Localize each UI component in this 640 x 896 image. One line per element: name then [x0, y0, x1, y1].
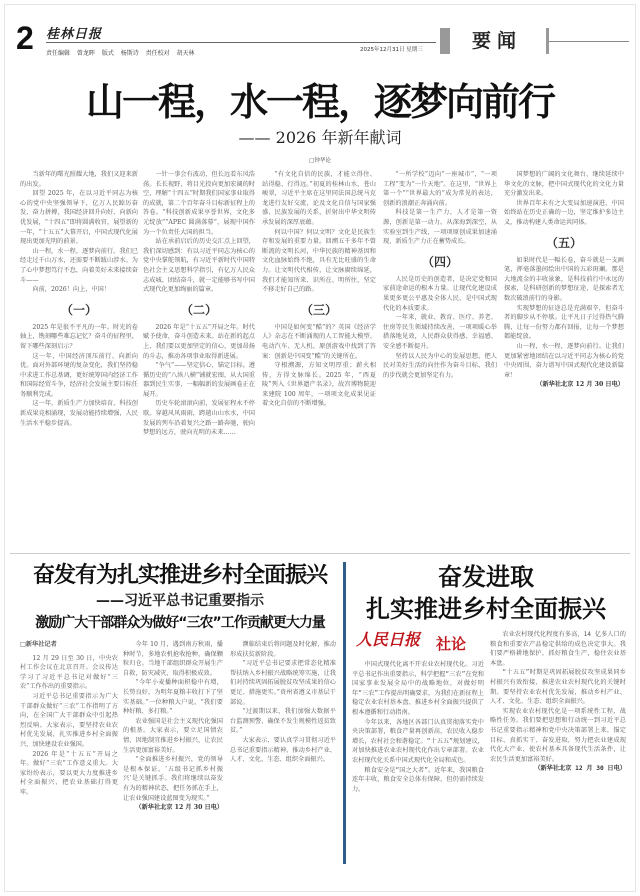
dateline: （新华社北京 12 月 30 日电） — [536, 381, 624, 389]
paragraph: 中国是如何变“酷”的？英国《经济学人》杂志在不断涌现的人工智能大模型、电动汽车、无人机、原创游戏中找到了答案：创新是中国变“酷”的关键所在。 — [262, 323, 376, 360]
section-title: 要闻 — [472, 30, 523, 52]
paragraph: 2025 年是很不平凡的一年。时光的卷轴上，镌刻哪些难忘记忆？奋斗的征程里，留下哪些深刻启示？ — [20, 323, 138, 350]
peoples-daily-logo: 人民日报 — [356, 630, 421, 649]
paragraph: “今年小麦播种面积稳中有增，长势良好，为明年夏粮丰收打下了坚实基础。”一位种粮大户说，“我们要种好粮、多打粮。” — [123, 679, 223, 716]
main-article-column — [504, 170, 624, 545]
paragraph: 2026 年是“十五五”开局之年。时代赋予使命，奋斗创造未来。站在新的起点上，我们要以更加坚定的信心、更加昂扬的斗志，推动各项事业取得新进展。 — [143, 323, 255, 360]
paragraph: 这一年，中国经济顶压前行、向新向优。面对外部环境的复杂变化，我们坚持稳中求进工作总基调，更好统筹国内经济工作和国际经贸斗争，经济社会发展主要目标任务顺利完成。 — [20, 352, 138, 398]
paragraph: 何以中国？何以文明？文化是民族生存和发展的重要力量。回溯五千多年不曾断流的文明长河，中华民族的精神基因和文化血脉始终不绝，具有无比旺盛的生命力。让文明代代相传，让文脉赓续绵延，我们才能知所来、识所在、明所往，坚定不移走好自己的路。 — [262, 228, 376, 294]
section-number: （三） — [300, 302, 337, 317]
section-number: （五） — [545, 235, 582, 250]
left-article-column — [20, 640, 118, 862]
paragraph: “争气”——坚定信心，锚定目标。遵循历史的“八纵八横”铺就宏图，从大国重器到民生实事，一幅幅新的发展画卷正在展开。 — [143, 362, 255, 398]
paragraph: 今年 10 月，遇到南方秋雨，播种时节，多地农机抢收抢种，确保颗粒归仓。当地干部组织群众开展生产自救，防灾减灾，取得积极成效。 — [123, 641, 223, 677]
paragraph: “有文化自信的民族，才能立得住、站得稳、行得远。”初夏的桂林山水，苍山峻翠，习近平主席在这里同法国总统马克龙进行友好交流，论及文化自信与国家强盛、民族发展的关系，折射出中华文明传承发展的深厚底蕴。 — [262, 171, 376, 226]
paragraph: 当新年的曙光照耀大地，我们又迎来新的出发。 — [20, 171, 138, 188]
main-article-column — [262, 170, 376, 545]
section-bar — [440, 28, 450, 54]
header-rule — [549, 41, 629, 42]
issue-date: 2025年12月31日 星期三 — [360, 47, 423, 53]
paragraph: 农业农村现代化程度有多高，14 亿多人口的粮食和重要农产品稳定供给的成色决定事大。我们要严格耕地保护，抓好粮食生产，稳住农业基本盘。 — [490, 631, 626, 667]
paragraph: 实现农业农村现代化是一项系统性工程，战略性任务。我们要把思想和行动统一到习近平总书记重要指示精神和党中央决策部署上来，锚定目标、真抓实干、奋发进取，努力把农业建成现代化大产业、使农村基本具备现代生活条件，让农民生活更加富裕美好。 — [490, 707, 626, 763]
main-article-column — [383, 170, 497, 545]
paragraph: 这一年，新质生产力加快培育，科技创新成果竞相涌现，发展动能持续增强，人民生活水平稳步提高。 — [20, 400, 138, 427]
dateline: （新华社北京 12 月 30 日电） — [135, 804, 223, 812]
paragraph: 一针一事会有波动，但长远看东风浩荡。长长视野，将目光投向更加宏阔的时空，理解“十四五”时期我们国家事业取得的成就，第二个百年奋斗目标新征程上的答卷。“科技创新成果享誉世界，文化多元绽放”“APEC 圆满落幕”，展现中国作为一个负责任大国的担当。 — [143, 171, 255, 236]
paragraph: 如果时代是一幅长卷，奋斗就是一支画笔，挥毫落墨间绘出中国的五彩斑斓。那是大地流金的丰收景象，是科技前行中永远的探索，是科研创新的梦想征途，是探索者无数次破浪前行的身影。 — [504, 256, 624, 302]
paragraph: 坚持以人民为中心的发展思想，把人民对美好生活的向往作为奋斗目标，我们的步伐就会更加坚定有力。 — [383, 352, 497, 379]
paragraph: 中国式现代化离不开农业农村现代化。习近平总书记作出重要指示，科学把握“三农”在党和国家事业发展全局中的战略地位，对做好明年“三农”工作提出明确要求，为我们在新征程上稳定农业农村基本盘、推进乡村全面振兴提供了根本遵循和行动指南。 — [352, 661, 484, 716]
paragraph: “习近平总书记要求把常态化精准帮扶纳入乡村振兴战略统筹实施，让我们对持续巩固拓展脱贫攻坚成果的信心更足、措施更实。”贵州省遵义市基层干部说。 — [230, 660, 336, 706]
newspaper-masthead: 桂林日报 — [46, 27, 103, 42]
paragraph: 守根溯源，方知文明厚重；薪火相传，方得文脉绵长。2025 年，“西夏陵”列入《世界遗产名录》，故宫博物院迎来建院 100 周年，一项项文化成果见证着文化自信的不断增强。 — [262, 362, 376, 408]
left-article-column — [123, 640, 223, 862]
left-article-title: 奋发有为扎实推进乡村全面振兴 — [32, 562, 327, 588]
paragraph: 今年以来，各地区各部门认真贯彻落实党中央决策部署，粮食产量再创新高，农民收入稳步增长，农村社会和谐稳定。“十五五”规划建议，对加快推进农业农村现代化作出专章部署。农业农村现代化关系中国式现代化全局和成色。 — [352, 718, 484, 764]
paragraph: 站在承前启后的历史交汇点上回望，我们深切感到：有以习近平同志为核心的党中央掌舵领航，有习近平新时代中国特色社会主义思想科学指引，有亿万人民众志成城、团结奋斗，就一定能够书写中国式现代化更加绚丽的篇章。 — [143, 238, 255, 294]
paragraph: 回望 2025 年，在以习近平同志为核心的党中央坚强领导下，亿万人民踔厉奋发、奋力拼搏，我国经济回升向好、向新向优发展，“十四五”即将圆满收官，展望新的一年，“十五五”大幕开启，中国式现代化展现出更加光明的前景。 — [20, 190, 138, 246]
paragraph: 山一程，水一程，逐梦向前行。我们已经走过千山万水，还需要不断跋山涉水。为了心中梦想笃行不怠，向着美好未来接续奋斗—— — [20, 247, 138, 284]
paragraph: 一年来，就业、教育、医疗、养老、住房等民生领域持续改善，一项项暖心举措落地见效，人民群众获得感、幸福感、安全感不断提升。 — [383, 314, 497, 350]
paragraph: “一所学校”迈向“一座城市”，“一项工程”变为“一片天地”。在这里，“世界上第一个”“世界最大的”成为常见的表达，创新的浪潮正奔涌向前。 — [383, 171, 497, 207]
editor-credits: 责任编辑 曾龙晖 版式 杨斯诗 责任校对 胡天林 — [46, 50, 195, 57]
main-byline: □钟华论 — [309, 158, 331, 164]
paragraph: 大家表示，要认真学习贯彻习近平总书记重要指示精神，推动乡村产业、人才、文化、生态、组织全面振兴。 — [230, 736, 336, 764]
paragraph: 粮食安全是“国之大者”。近年来，我国粮食连年丰收，粮食安全总体有保障，但仍需持续发力。 — [352, 766, 484, 793]
left-article-kicker: ——习近平总书记重要指示 — [96, 593, 264, 609]
dateline: （新华社北京 12 月 30 日电） — [534, 765, 626, 773]
paragraph: 历史车轮滚滚向前，发展征程永不停歇。穿越风风雨雨，跨越山山水水，中国发展的列车沿着复兴之路一路奔驰，驶向梦想的远方，驶向光明的未来…… — [143, 400, 255, 437]
main-article-column — [20, 170, 138, 545]
editorial-label: 社论 — [436, 635, 467, 653]
paragraph: 山一程，水一程，逐梦向前行。让我们更加紧密地团结在以习近平同志为核心的党中央周围，奋力谱写中国式现代化建设新篇章！ — [504, 342, 624, 379]
editorial-column — [352, 660, 484, 862]
section-number: （二） — [180, 302, 217, 317]
editorial-column — [490, 630, 626, 862]
main-subtitle: —— 2026 年新年献词 — [238, 128, 402, 147]
paragraph: 农业强国是社会主义现代化强国的根基。大家表示，要立足国情农情，因地制宜推进乡村振兴，让农民生活更加富裕美好。 — [123, 717, 223, 754]
paragraph: 实现梦想的征途总是充满艰辛，但奋斗者的脚步从不停歇。让平凡日子过得热气腾腾，让每一份努力都有回报，让每一个梦想都能绽放。 — [504, 304, 624, 341]
paragraph: 人民是历史的创造者，是决定党和国家前途命运的根本力量。让现代化建设成果更多更公平惠及全体人民，是中国式现代化的本质要求。 — [383, 275, 497, 312]
paragraph: 科技是第一生产力，人才是第一资源，创新是第一动力。从深海到深空，从实验室到生产线，一项项原创成果加速涌现，新质生产力正在蓄势成长。 — [383, 209, 497, 246]
paragraph: 国梦想的广阔的文化舞台，继续延续中华文化的文脉，把中国式现代化的文化力量充分激发出来。 — [504, 171, 624, 198]
paragraph: “过渡期以来，我们加强大数据平台监测预警，确保不发生规模性返贫致贫。” — [230, 708, 336, 735]
author-line: □新华社记者 — [20, 641, 57, 648]
left-article-subtitle: 激励广大干部群众为做好“三农”工作贡献更大力量 — [35, 615, 325, 631]
page-number: 2 — [16, 20, 34, 56]
left-article-column — [230, 640, 336, 862]
paragraph: “十五五”时期是巩固拓展脱贫攻坚成果同乡村振兴有效衔接、推进农业农村现代化的关键时期。要坚持农业农村优先发展，推动乡村产业、人才、文化、生态、组织全面振兴。 — [490, 669, 626, 706]
section-number: （一） — [60, 302, 97, 317]
main-article-column — [143, 170, 255, 545]
editorial-title-line1: 奋发进取 — [438, 562, 534, 591]
paragraph: 2026 年是“十五五”开局之年。做好“三农”工作意义重大。大家纷纷表示，要以更大力度推进乡村全面振兴，把农业基础打得更牢。 — [20, 750, 118, 796]
paragraph: 12 月 29 日至 30 日，中央农村工作会议在北京召开。会议传达学习了习近平总书记对做好“三农”工作作出的重要指示。 — [20, 654, 118, 691]
main-headline: 山一程，水一程，逐梦向前行 — [85, 80, 554, 124]
paragraph: 习近平总书记重要指示为广大干部群众做好“三农”工作指明了方向，在全国广大干部群众中引起热烈反响。大家表示，要坚持农业农村优先发展，扎实推进乡村全面振兴，加快建设农业强国。 — [20, 692, 118, 748]
header-rule — [46, 42, 436, 43]
divider — [10, 553, 630, 554]
paragraph: “全面推进乡村振兴，党的领导是根本保证。‘五级书记抓乡村振兴’是关键抓手。我们将继续以奋发有为的精神状态，把任务抓在手上，让农业强国建设蓝图变为现实。” — [123, 756, 223, 802]
editorial-title-line2: 扎实推进乡村全面振兴 — [366, 594, 606, 623]
paragraph: 向前，2026！向上，中国！ — [32, 286, 111, 294]
paragraph: 世界百年未有之大变局加速演进，中国始终站在历史正确的一边，坚定维护多边主义，推动构建人类命运共同体。 — [504, 199, 624, 226]
paragraph: 濒临结束后将问题及时化解，推动形成扶贫新阶段。 — [230, 641, 336, 658]
section-number: （四） — [421, 254, 458, 269]
